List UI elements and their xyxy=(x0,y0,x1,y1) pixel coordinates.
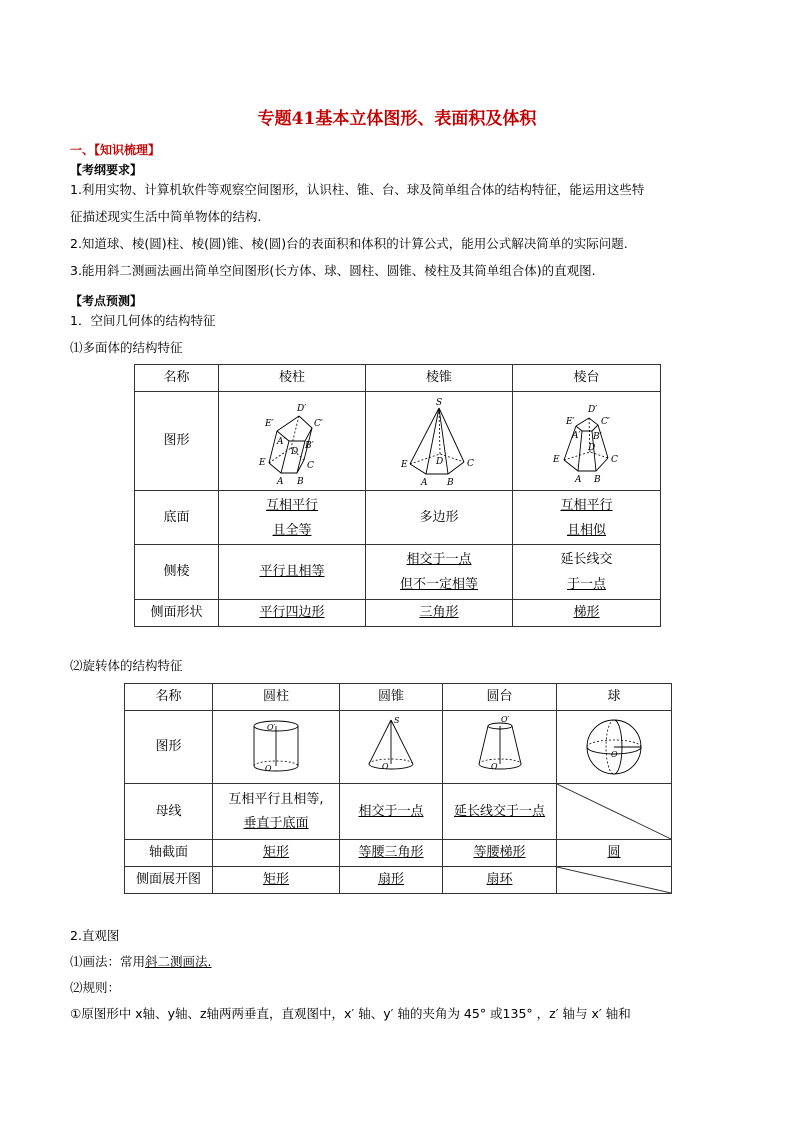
prism-label-b1: B′ xyxy=(305,441,314,451)
cone-label-o: O xyxy=(382,762,389,771)
cone-generatrix: 相交于一点 xyxy=(340,784,443,840)
polyhedra-table xyxy=(134,364,661,627)
frustum-axis: 等腰梯形 xyxy=(443,840,557,867)
sphere-generatrix-empty xyxy=(557,784,672,840)
prism-label-a1: A′ xyxy=(277,437,286,447)
cone-axis: 等腰三角形 xyxy=(340,840,443,867)
requirements-heading: 【考纲要求】 xyxy=(70,163,143,177)
section-heading: 一、【知识梳理】 xyxy=(70,143,161,157)
header-frustum: 棱台 xyxy=(513,365,661,392)
frustum-label-d1: D′ xyxy=(587,405,597,415)
prism-label-a: A xyxy=(277,477,284,486)
cyl-label-o: O xyxy=(265,764,272,773)
prism-label-d: D xyxy=(291,447,299,457)
header-name: 名称 xyxy=(125,684,213,711)
point-2: 2.直观图 xyxy=(70,928,120,943)
cyl-label-o1: O′ xyxy=(267,723,276,732)
sphere-figure xyxy=(557,711,672,784)
sphere-unfold-empty xyxy=(557,867,672,894)
pyramid-face: 三角形 xyxy=(366,600,513,627)
header-frustum: 圆台 xyxy=(443,684,557,711)
frustum2-figure xyxy=(443,711,557,784)
prism-label-e1: E′ xyxy=(265,419,274,429)
point-2-1: ⑴画法：常用斜二测画法. xyxy=(70,954,212,969)
header-name: 名称 xyxy=(135,365,219,392)
frustum-label-e: E xyxy=(552,455,560,465)
sphere-label-o: O xyxy=(611,750,618,759)
prism-label-c: C xyxy=(307,461,314,471)
frustum-label-a1: A′ xyxy=(571,431,581,441)
prediction-heading: 【考点预测】 xyxy=(70,294,143,308)
pyramid-label-s: S xyxy=(436,398,443,408)
row-label-generatrix: 母线 xyxy=(125,784,213,840)
frustum-unfold: 扇环 xyxy=(443,867,557,894)
pyramid-edge: 相交于一点 但不一定相等 xyxy=(366,545,513,600)
row-label-edge: 侧棱 xyxy=(135,545,219,600)
cone-label-s: S xyxy=(394,716,400,725)
pyramid-figure xyxy=(366,392,513,491)
row-label-figure: 图形 xyxy=(125,711,213,784)
prism-edge: 平行且相等 xyxy=(219,545,366,600)
requirement-1b: 征描述现实生活中简单物体的结构. xyxy=(70,209,262,224)
frustum-label-a: A xyxy=(574,475,581,485)
prism-label-d1: D′ xyxy=(297,404,307,414)
pyramid-base: 多边形 xyxy=(366,491,513,545)
frustum-label-c1: C′ xyxy=(600,417,610,427)
sphere-axis: 圆 xyxy=(557,840,672,867)
revolution-table xyxy=(124,683,672,894)
prism-label-e: E xyxy=(259,458,266,468)
point-1-1: ⑴多面体的结构特征 xyxy=(70,340,183,355)
frustum-label-e1: E′ xyxy=(565,417,575,427)
cone-figure xyxy=(340,711,443,784)
row-label-base: 底面 xyxy=(135,491,219,545)
cylinder-figure xyxy=(213,711,340,784)
frustum-label-b1: B′ xyxy=(592,432,602,442)
cyl-axis: 矩形 xyxy=(213,840,340,867)
requirement-1a: 1.利用实物、计算机软件等观察空间图形，认识柱、锥、台、球及简单组合体的结构特征，能运用这些特 xyxy=(70,182,645,197)
frustum-face: 梯形 xyxy=(513,600,661,627)
point-2-2: ⑵规则： xyxy=(70,980,121,995)
header-sphere: 球 xyxy=(557,684,672,711)
point-2-3: ①原图形中 x轴、y轴、z轴两两垂直，直观图中，x′ 轴、y′ 轴的夹角为 45° 或135° ，z′ 轴与 x′ 轴和 xyxy=(70,1006,631,1021)
cyl-unfold: 矩形 xyxy=(213,867,340,894)
frustum-base: 互相平行 且相似 xyxy=(513,491,661,545)
pyramid-label-d: D xyxy=(436,457,444,467)
header-prism: 棱柱 xyxy=(219,365,366,392)
cyl-generatrix: 互相平行且相等, 垂直于底面 xyxy=(213,784,340,840)
prism-face: 平行四边形 xyxy=(219,600,366,627)
row-label-unfold: 侧面展开图 xyxy=(125,867,213,894)
frustum-label-d: D xyxy=(587,443,595,453)
pyramid-label-b: B xyxy=(447,478,454,486)
row-label-figure: 图形 xyxy=(135,392,219,491)
header-cylinder: 圆柱 xyxy=(213,684,340,711)
requirement-2: 2.知道球、棱(圆)柱、棱(圆)锥、棱(圆)台的表面积和体积的计算公式，能用公式解决简单的实际问题. xyxy=(70,236,628,251)
fr-label-o1: O′ xyxy=(500,715,509,724)
prism-figure xyxy=(219,392,366,491)
pyramid-label-e: E xyxy=(401,460,408,470)
page-title: 专题41基本立体图形、表面积及体积 xyxy=(257,109,537,129)
requirement-3: 3.能用斜二测画法画出简单空间图形(长方体、球、圆柱、圆锥、棱柱及其简单组合体)的直观图. xyxy=(70,263,596,278)
frustum-generatrix: 延长线交于一点 xyxy=(443,784,557,840)
prism-label-b: B xyxy=(297,477,304,486)
pyramid-label-c: C xyxy=(467,459,474,469)
prism-label-c1: C′ xyxy=(314,419,323,429)
frustum-label-c: C xyxy=(610,455,618,465)
header-pyramid: 棱锥 xyxy=(366,365,513,392)
point-1-2: ⑵旋转体的结构特征 xyxy=(70,658,183,673)
row-label-axis-section: 轴截面 xyxy=(125,840,213,867)
row-label-face: 侧面形状 xyxy=(135,600,219,627)
cone-unfold: 扇形 xyxy=(340,867,443,894)
header-cone: 圆锥 xyxy=(340,684,443,711)
fr-label-o: O xyxy=(490,762,498,771)
point-1: 1．空间几何体的结构特征 xyxy=(70,313,216,328)
pyramid-label-a: A xyxy=(421,478,428,486)
frustum-edge: 延长线交 于一点 xyxy=(513,545,661,600)
prism-base: 互相平行 且全等 xyxy=(219,491,366,545)
frustum-label-b: B xyxy=(593,475,601,485)
frustum-figure xyxy=(513,392,661,491)
